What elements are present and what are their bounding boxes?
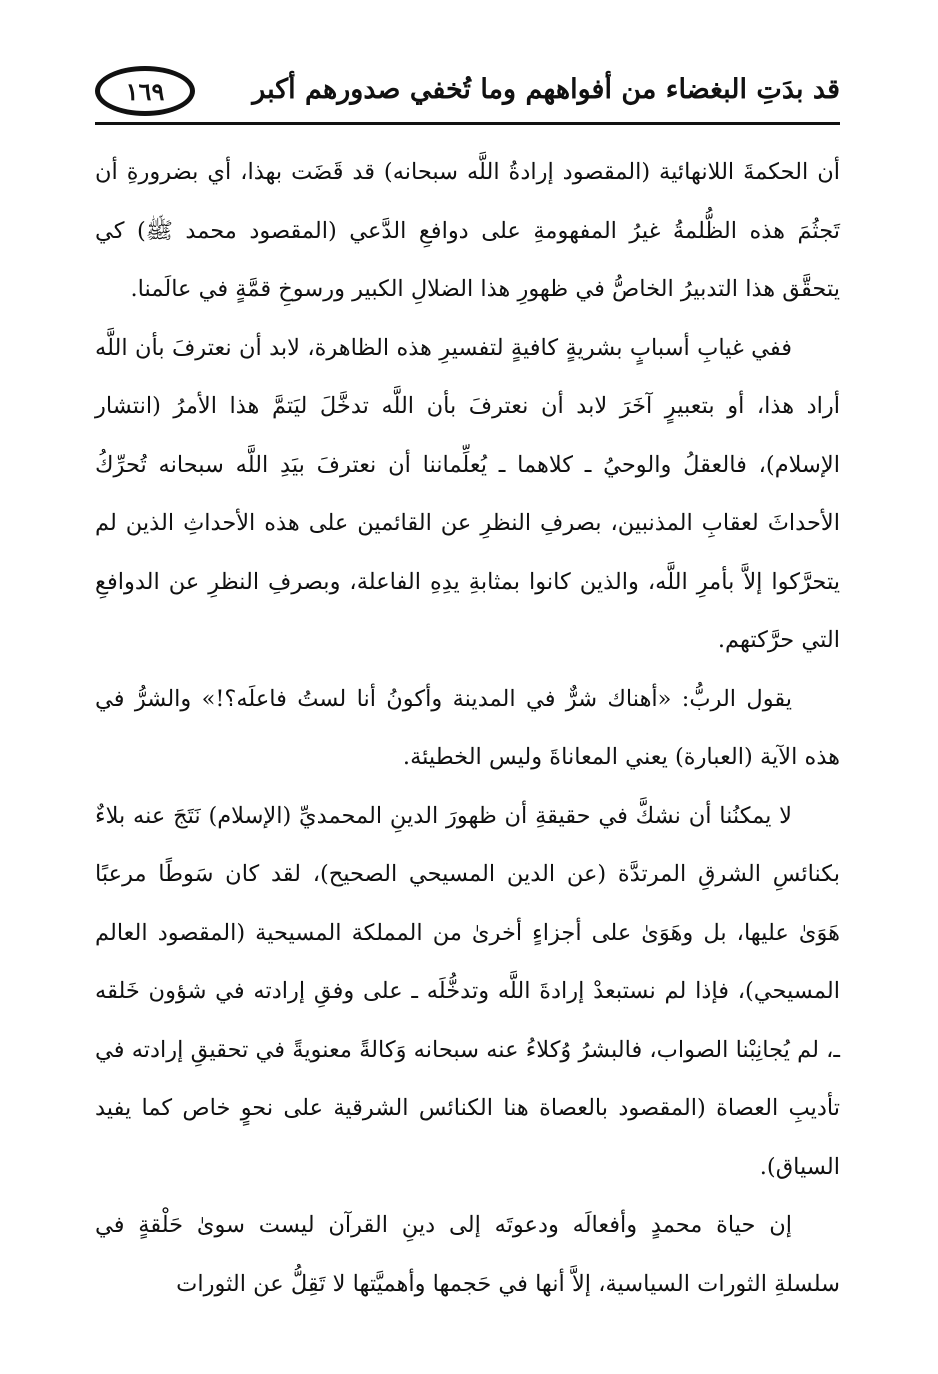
- paragraph: ففي غيابِ أسبابٍ بشريةٍ كافيةٍ لتفسيرِ هذه الظاهرة، لابد أن نعترفَ بأن اللَّه أراد هذا، أو بتعبيرٍ آخَرَ لابد أن نعترفَ بأن اللَّه تدخَّلَ ليَتمَّ هذا الأمرُ (انتشار الإسلام)، فالعقلُ والوحيُ ـ كلاهما ـ يُعلِّماننا أن نعترفَ بيَدِ اللَّه سبحانه تُحرِّكُ الأحداثَ لعقابِ المذنبين، بصرفِ النظرِ عن القائمين على هذه الأحداثِ الذين لم يتحرَّكوا إلاَّ بأمرِ اللَّه، والذين كانوا بمثابةِ يدِهِ الفاعلة، وبصرفِ النظرِ عن الدوافعِ التي حرَّكتهم.: [95, 334, 840, 653]
- page-number: ١٦٩: [125, 77, 165, 106]
- paragraph: إن حياة محمدٍ وأفعالَه ودعوتَه إلى دينِ القرآن ليست سوىٰ حَلْقةٍ في سلسلةِ الثورات السياسية، إلاَّ أنها في حَجمها وأهميَّتها لا تَقِلُّ عن الثورات: [95, 1212, 840, 1297]
- body-text: [95, 143, 840, 1313]
- paragraph: يقول الربُّ: «أهناك شرٌّ في المدينة وأكونُ أنا لستُ فاعلَه؟!» والشرُّ في هذه الآية (العبارة) يعني المعاناةَ وليس الخطيئة.: [95, 685, 840, 770]
- paragraph: لا يمكنُنا أن نشكَّ في حقيقةِ أن ظهورَ الدينِ المحمديِّ (الإسلام) نَتَجَ عنه بلاءٌ بكنائسِ الشرقِ المرتدَّة (عن الدين المسيحي الصحيح)، لقد كان سَوطًا مرعبًا هَوَىٰ عليها، بل وهَوَىٰ على أجزاءٍ أخرىٰ من المملكة المسيحية (المقصود العالم المسيحي)، فإذا لم نستبعدْ إرادةَ اللَّه وتدخُّلَه ـ على وفقِ إرادته في شؤون خَلقه ـ، لم يُجانِبْنا الصواب، فالبشرُ وُكلاءُ عنه سبحانه وَكالةً معنويةً في تحقيقِ إرادته في تأديبِ العصاة (المقصود بالعصاة هنا الكنائس الشرقية على نحوٍ خاص كما يفيد السياق).: [95, 802, 840, 1180]
- paragraph: أن الحكمةَ اللانهائية (المقصود إرادةُ اللَّه سبحانه) قد قَضَت بهذا، أي بضرورةِ أن تَجثُمَ هذه الظُّلمةُ غيرُ المفهومةِ على دوافعِ الدَّعي (المقصود محمد ﷺ) كي يتحقَّق هذا التدبيرُ الخاصُّ في ظهورِ هذا الضلالِ الكبير ورسوخِ قمَّةٍ في عالَمنا.: [95, 159, 840, 302]
- page-header: [95, 62, 840, 126]
- header-divider: [95, 122, 840, 125]
- page-number-badge: [95, 66, 195, 116]
- running-header-title: قد بدَتِ البغضاء من أفواههم وما تُخفي صدورهم أكبر: [252, 74, 840, 105]
